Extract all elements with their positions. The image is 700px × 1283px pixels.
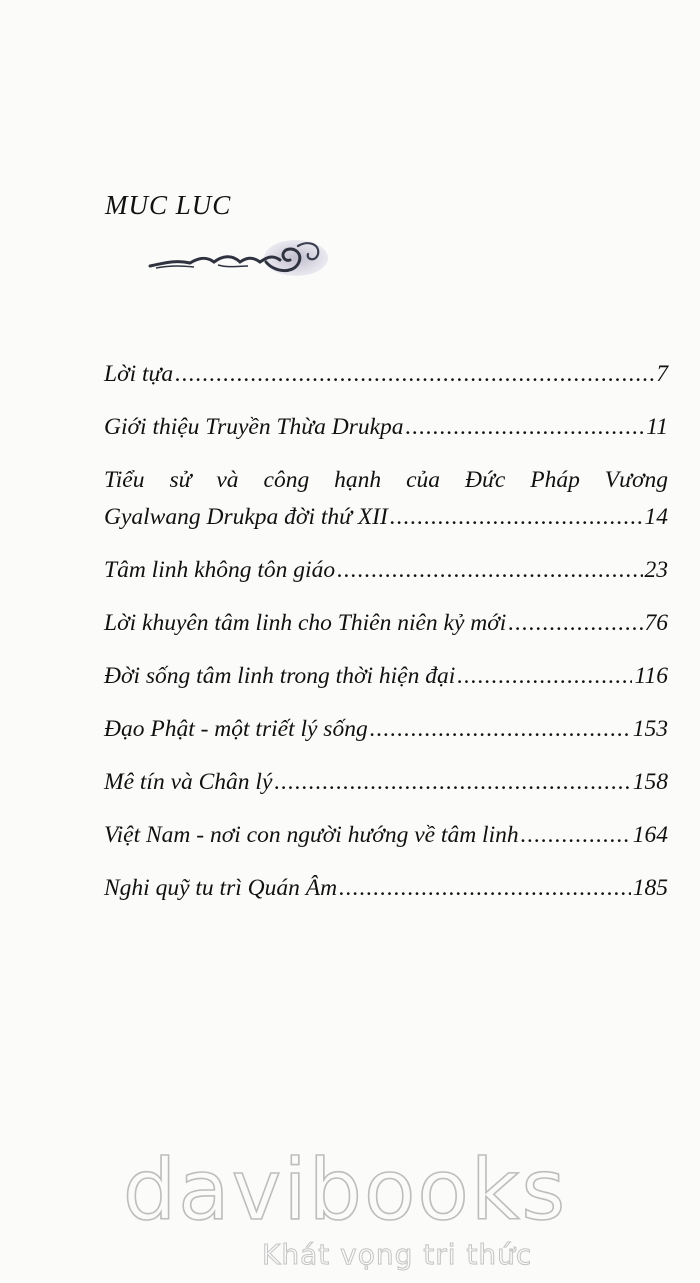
toc-entry-title: Giới thiệu Truyền Thừa Drukpa (104, 414, 404, 440)
watermark-tagline: Khát vọng tri thức (262, 1238, 533, 1271)
toc-heading: MUC LUC (105, 190, 232, 220)
toc-entry-title: Nghi quỹ tu trì Quán Âm (104, 875, 338, 901)
toc-entry[interactable] (104, 764, 668, 801)
toc-entry-title: Gyalwang Drukpa đời thứ XII (104, 504, 388, 530)
toc-entry-title-line1: Tiểu sử và công hạnh của Đức Pháp Vương (104, 467, 668, 493)
watermark-brand: davibooks (122, 1141, 568, 1239)
toc-entry[interactable] (104, 462, 668, 536)
toc-entry-title: Lời tựa (104, 361, 174, 387)
leader-dots (370, 711, 631, 748)
leader-dots (274, 764, 630, 801)
leader-dots (406, 409, 645, 446)
toc-entry-page: 116 (634, 663, 668, 689)
toc-entry[interactable] (104, 711, 668, 748)
leader-dots (175, 356, 654, 393)
cloud-scroll-ornament-icon (148, 236, 328, 280)
toc-entry-page: 76 (644, 610, 668, 636)
toc-entry-title: Lời khuyên tâm linh cho Thiên niên kỷ mới (104, 610, 507, 636)
toc-entry-title: Tâm linh không tôn giáo (104, 557, 336, 583)
toc-entry-title: Mê tín và Chân lý (104, 769, 273, 795)
leader-dots (337, 552, 642, 589)
toc-entry-page: 14 (644, 504, 668, 530)
toc-entry[interactable] (104, 552, 668, 589)
toc-entry-page: 11 (646, 414, 668, 440)
leader-dots (521, 817, 631, 854)
leader-dots (390, 499, 643, 536)
toc-entry-title: Đạo Phật - một triết lý sống (104, 716, 368, 742)
toc-entry-page: 153 (632, 716, 668, 742)
toc-entry-page: 185 (632, 875, 668, 901)
table-of-contents (104, 356, 668, 923)
toc-entry-page: 164 (632, 822, 668, 848)
toc-entry[interactable] (104, 605, 668, 642)
watermark (0, 1141, 700, 1271)
leader-dots (508, 605, 642, 642)
toc-entry[interactable] (104, 409, 668, 446)
toc-entry[interactable] (104, 870, 668, 907)
toc-entry-page: 158 (632, 769, 668, 795)
toc-entry-title: Việt Nam - nơi con người hướng về tâm linh (104, 822, 519, 848)
toc-entry[interactable] (104, 356, 668, 393)
toc-entry-title: Đời sống tâm linh trong thời hiện đại (104, 663, 456, 689)
toc-entry-page: 23 (644, 557, 668, 583)
toc-entry[interactable] (104, 817, 668, 854)
leader-dots (339, 870, 631, 907)
toc-entry-page: 7 (656, 361, 668, 387)
leader-dots (457, 658, 632, 695)
toc-entry[interactable] (104, 658, 668, 695)
